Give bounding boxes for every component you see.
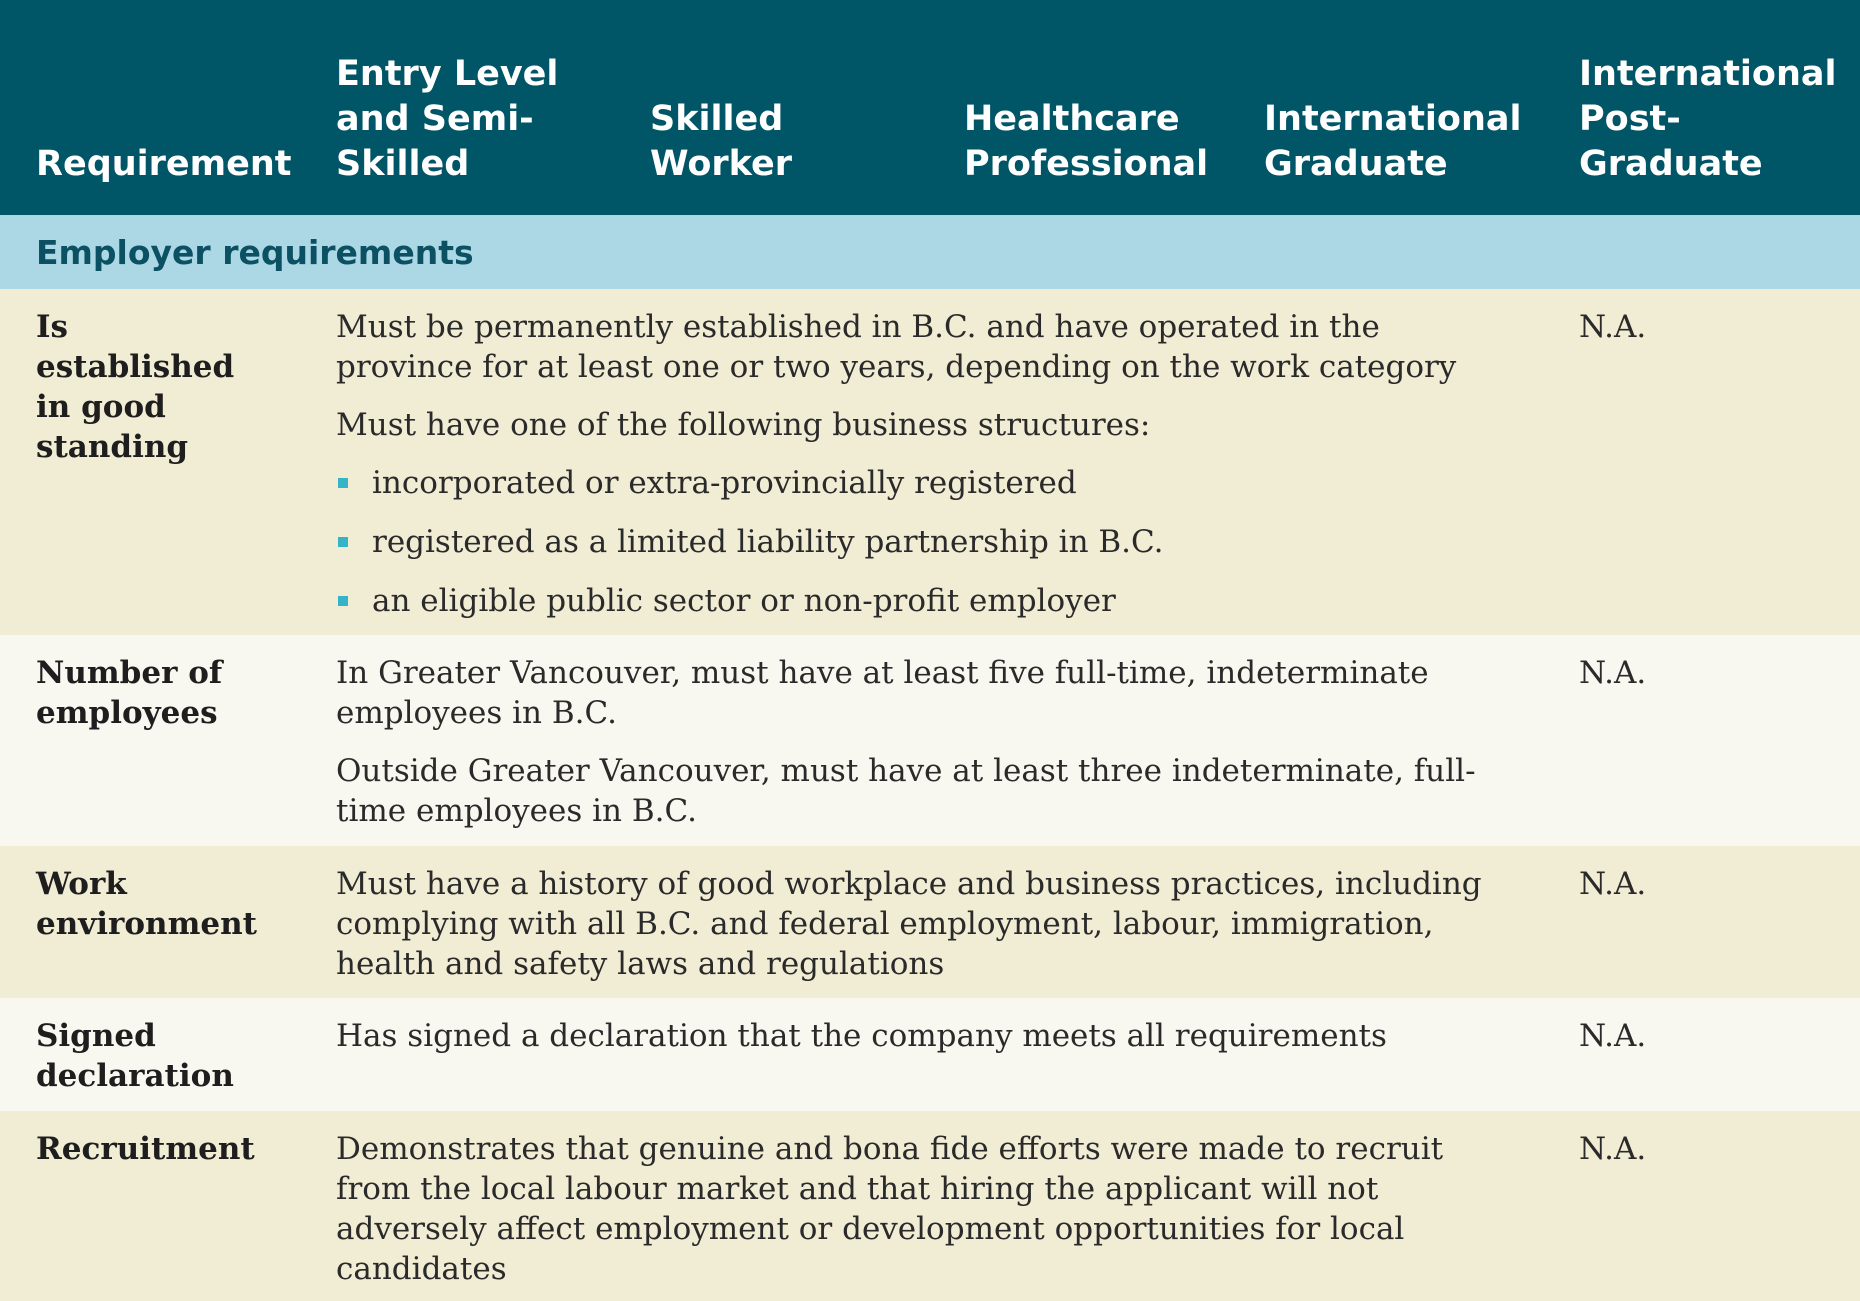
description-paragraph: Must have one of the following business structures: <box>336 407 1151 443</box>
requirement-cell: Work environment <box>36 866 257 942</box>
description-cell <box>300 846 1543 998</box>
requirement-cell: Recruitment <box>36 1131 255 1167</box>
description-paragraph: In Greater Vancouver, must have at least five full-time, indeterminate employees in B.C. <box>336 655 1429 731</box>
square-bullet-icon <box>338 596 348 606</box>
description-paragraph: Outside Greater Vancouver, must have at least three indeterminate, full-time employees in B.C. <box>336 753 1476 829</box>
list-item <box>336 463 1487 503</box>
description-paragraph: Must be permanently established in B.C. and have operated in the province for at least one or two years, depending on the work category <box>336 309 1457 385</box>
post-graduate-cell: N.A. <box>1579 1131 1647 1167</box>
table-row <box>0 1111 1860 1301</box>
description-paragraph: Must have a history of good workplace and business practices, including complying with all B.C. and federal employment, labour, immigration, health and safety laws and regulations <box>336 866 1482 982</box>
section-row <box>0 215 1860 289</box>
list-item <box>336 522 1487 562</box>
post-graduate-cell: N.A. <box>1579 1018 1647 1054</box>
description-cell <box>300 998 1543 1111</box>
table-row <box>0 635 1860 846</box>
description-cell <box>300 635 1543 846</box>
requirement-cell: Signed declaration <box>36 1018 234 1094</box>
post-graduate-cell: N.A. <box>1579 866 1647 902</box>
table-row <box>0 998 1860 1111</box>
list-item <box>336 581 1487 621</box>
post-graduate-cell: N.A. <box>1579 655 1647 691</box>
table-row <box>0 846 1860 998</box>
header-entry-level: Entry Level and Semi- Skilled <box>336 54 559 184</box>
header-skilled-worker: Skilled Worker <box>650 99 792 184</box>
list-item-text: an eligible public sector or non-profit employer <box>372 583 1116 619</box>
square-bullet-icon <box>338 478 348 488</box>
description-cell <box>300 1111 1543 1301</box>
square-bullet-icon <box>338 537 348 547</box>
header-requirement: Requirement <box>36 144 292 184</box>
description-cell <box>300 289 1543 635</box>
business-structure-list <box>336 463 1487 621</box>
list-item-text: incorporated or extra-provincially registered <box>372 465 1077 501</box>
requirement-cell: Number of employees <box>36 655 223 731</box>
section-title: Employer requirements <box>36 232 474 272</box>
header-row <box>0 0 1860 215</box>
header-international-graduate: International Graduate <box>1264 99 1522 184</box>
header-healthcare-professional: Healthcare Professional <box>964 99 1209 184</box>
requirement-cell: Is established in good standing <box>36 309 235 465</box>
description-paragraph: Demonstrates that genuine and bona fide efforts were made to recruit from the local labour market and that hiring the applicant will not adversely affect employment or development opportunities for local candidates <box>336 1131 1444 1287</box>
table-row <box>0 289 1860 635</box>
description-paragraph: Has signed a declaration that the company meets all requirements <box>336 1018 1387 1054</box>
header-international-post-graduate: International Post- Graduate <box>1579 54 1837 184</box>
table-header <box>0 0 1860 215</box>
list-item-text: registered as a limited liability partnership in B.C. <box>372 524 1164 560</box>
post-graduate-cell: N.A. <box>1579 309 1647 345</box>
